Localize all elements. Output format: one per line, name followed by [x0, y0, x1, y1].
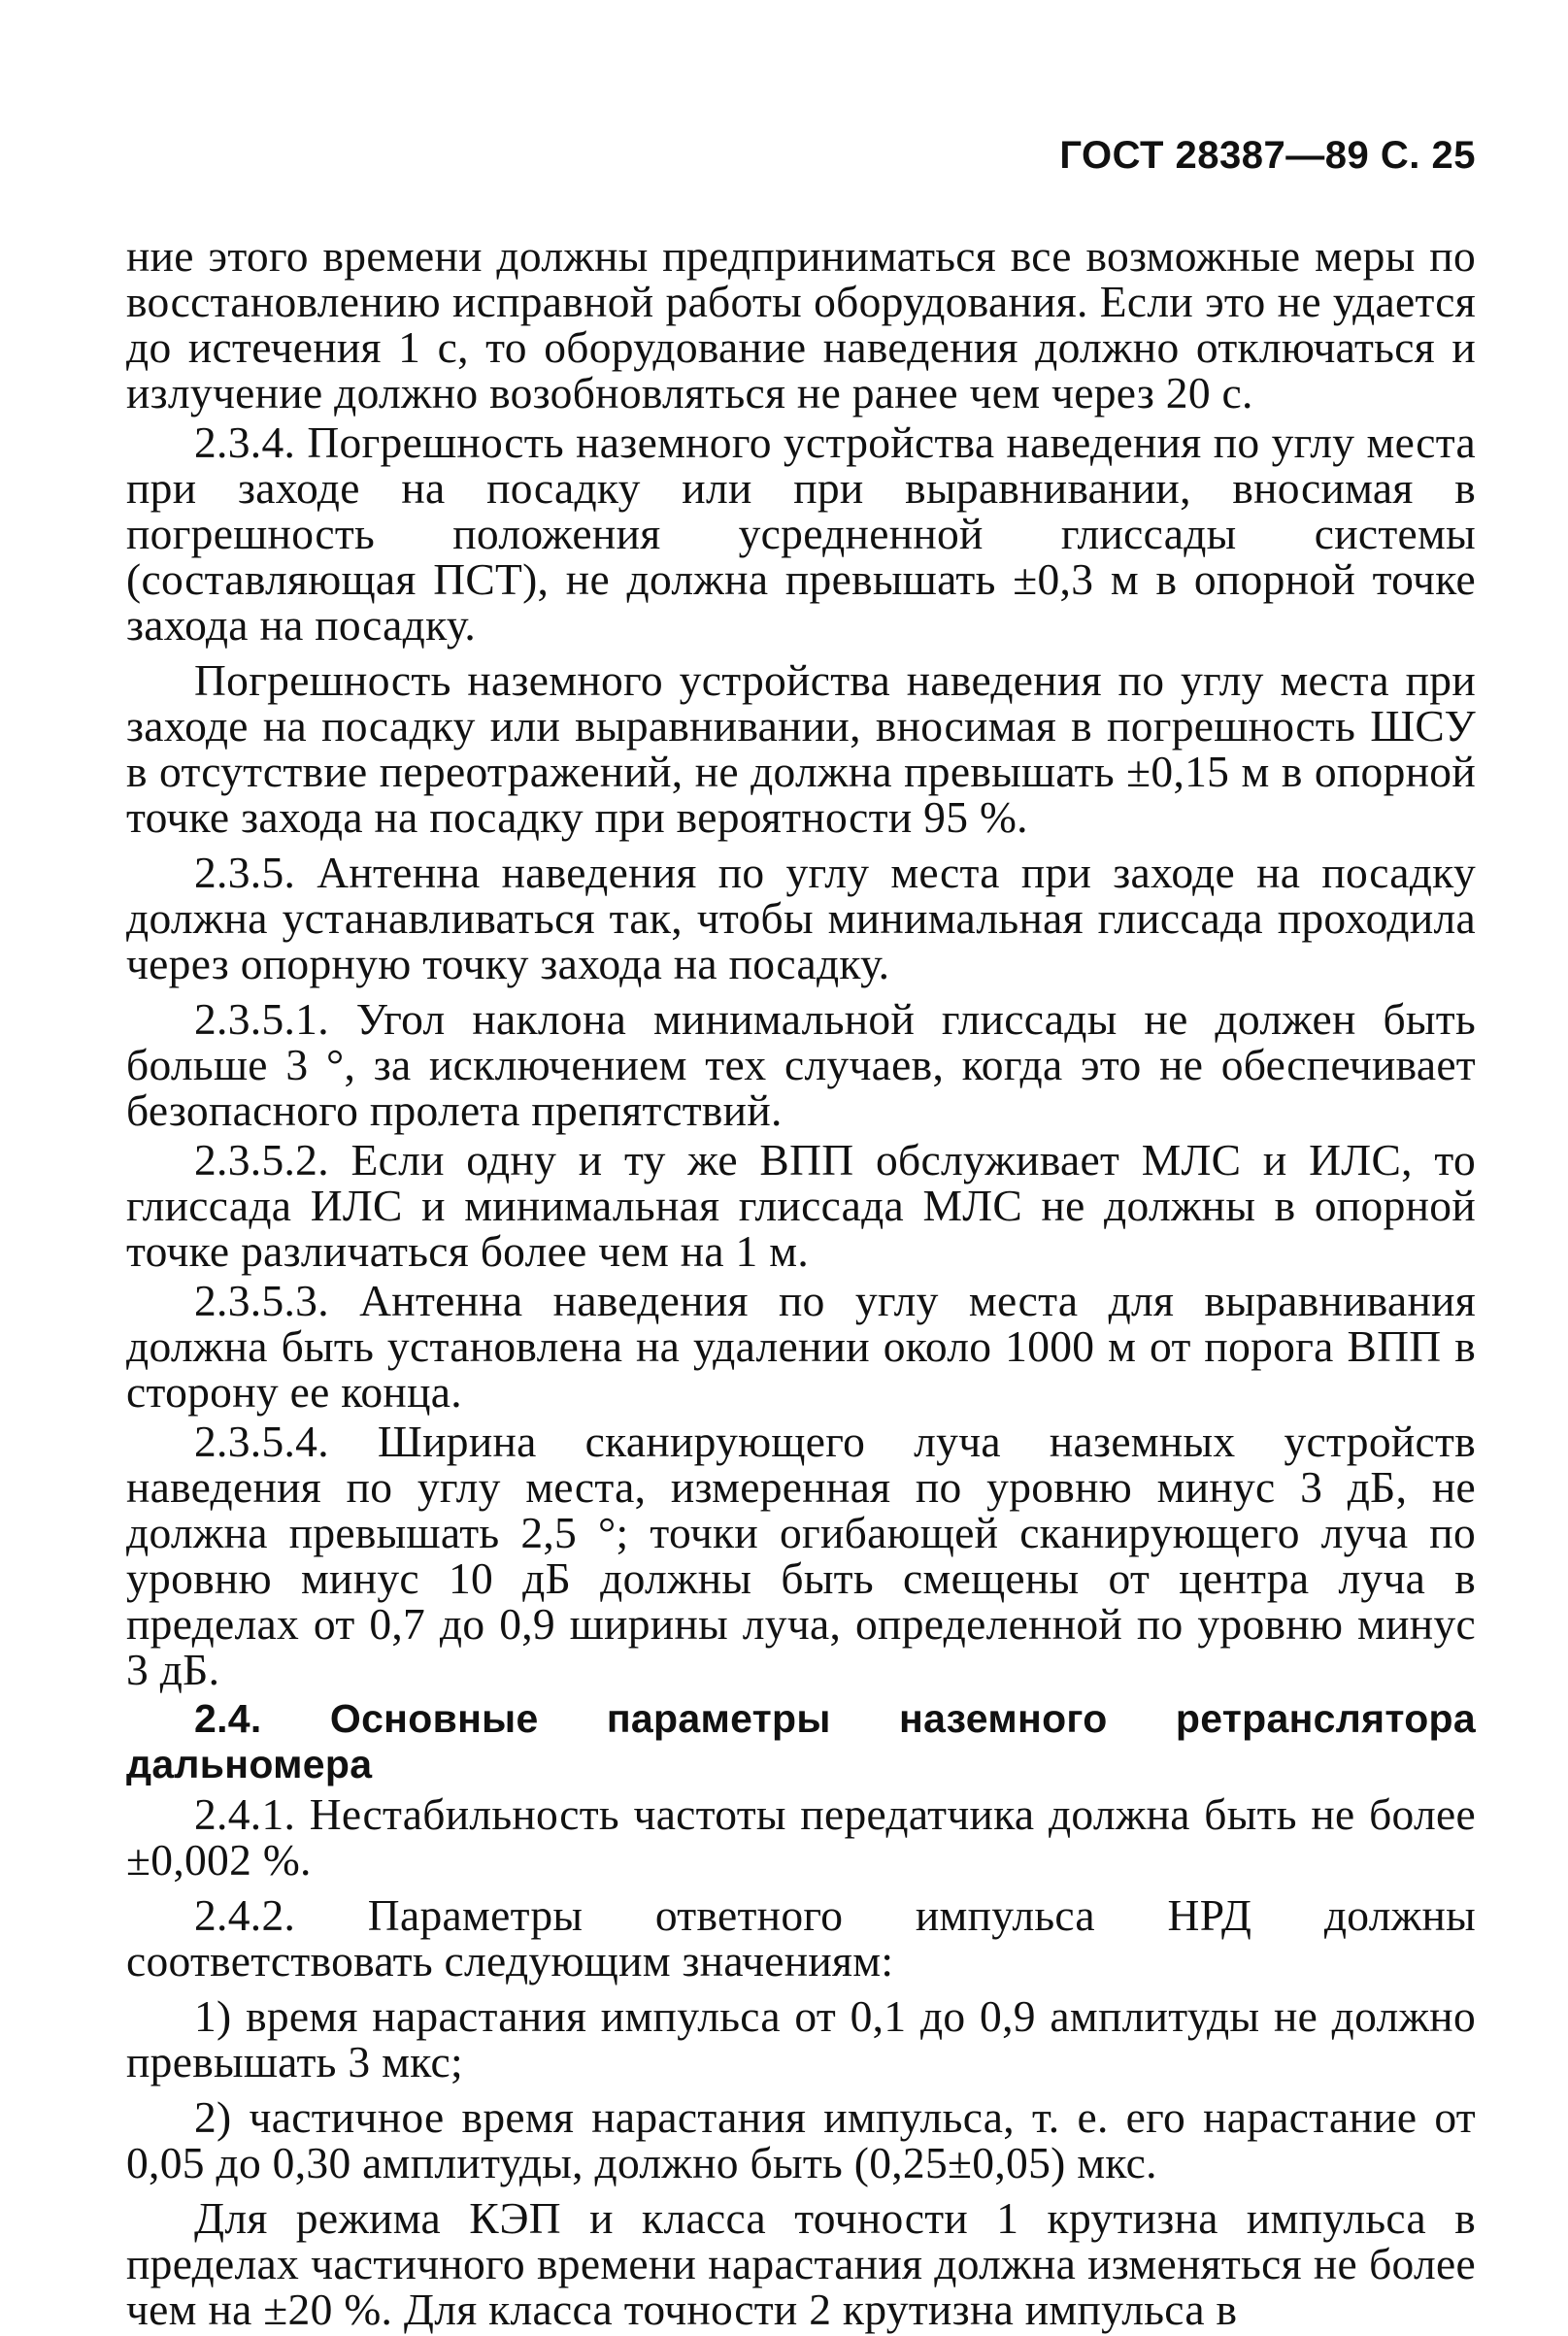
- paragraph: 2.3.5.2. Если одну и ту же ВПП обслуживает МЛС и ИЛС, то глиссада ИЛС и минимальная глиссада МЛС не должны в опорной точке различаться более чем на 1 м.: [126, 1135, 1476, 1276]
- section-heading: 2.4. Основные параметры наземного ретранслятора дальномера: [126, 1696, 1476, 1786]
- paragraph: 2.3.4. Погрешность наземного устройства наведения по углу места при заходе на посадку или при выравнивании, вносимая в погрешность положения усредненной глиссады системы (составляющая ПСТ), не должна превышать ±0,3 м в опорной точке захода на посадку.: [126, 417, 1476, 650]
- paragraph: 2.3.5. Антенна наведения по углу места при заходе на посадку должна устанавливаться так, чтобы минимальная глиссада проходила через опорную точку захода на посадку.: [126, 848, 1476, 988]
- document-page: [126, 117, 1476, 2336]
- paragraph: 2.3.5.3. Антенна наведения по углу места для выравнивания должна быть установлена на удалении около 1000 м от порога ВПП в сторону ее конца.: [126, 1276, 1476, 1417]
- paragraph: 2.4.1. Нестабильность частоты передатчика должна быть не более ±0,002 %.: [126, 1789, 1476, 1885]
- paragraph: Для режима КЭП и класса точности 1 крутизна импульса в пределах частичного времени нарастания должна изменяться не более чем на ±20 %. Для класса точности 2 крутизна импульса в: [126, 2193, 1476, 2334]
- body-text: [126, 233, 1476, 2332]
- paragraph: 2.3.5.4. Ширина сканирующего луча наземных устройств наведения по углу места, измеренная по уровню минус 3 дБ, не должна превышать 2,5 °; точки огибающей сканирующего луча по уровню минус 10 дБ должны быть смещены от центра луча в пределах от 0,7 до 0,9 ширины луча, определенной по уровню минус 3 дБ.: [126, 1417, 1476, 1694]
- paragraph: Погрешность наземного устройства наведения по углу места при заходе на посадку или выравнивании, вносимая в погрешность ШСУ в отсутствие переотражений, не должна превышать ±0,15 м в опорной точке захода на посадку при вероятности 95 %.: [126, 655, 1476, 842]
- paragraph: 2.3.5.1. Угол наклона минимальной глиссады не должен быть больше 3 °, за исключением тех случаев, когда это не обеспечивает безопасного пролета препятствий.: [126, 994, 1476, 1135]
- list-item: 2) частичное время нарастания импульса, т. е. его нарастание от 0,05 до 0,30 амплитуды, должно быть (0,25±0,05) мкс.: [126, 2092, 1476, 2187]
- paragraph: ние этого времени должны предприниматься все возможные меры по восстановлению исправной работы оборудования. Если это не удается до истечения 1 с, то оборудование наведения должно отключаться и излучение должно возобновляться не ранее чем через 20 с.: [126, 231, 1476, 417]
- running-header: ГОСТ 28387—89 С. 25: [1059, 134, 1476, 177]
- list-item: 1) время нарастания импульса от 0,1 до 0,9 амплитуды не должно превышать 3 мкс;: [126, 1991, 1476, 2086]
- paragraph: 2.4.2. Параметры ответного импульса НРД должны соответствовать следующим значениям:: [126, 1890, 1476, 1986]
